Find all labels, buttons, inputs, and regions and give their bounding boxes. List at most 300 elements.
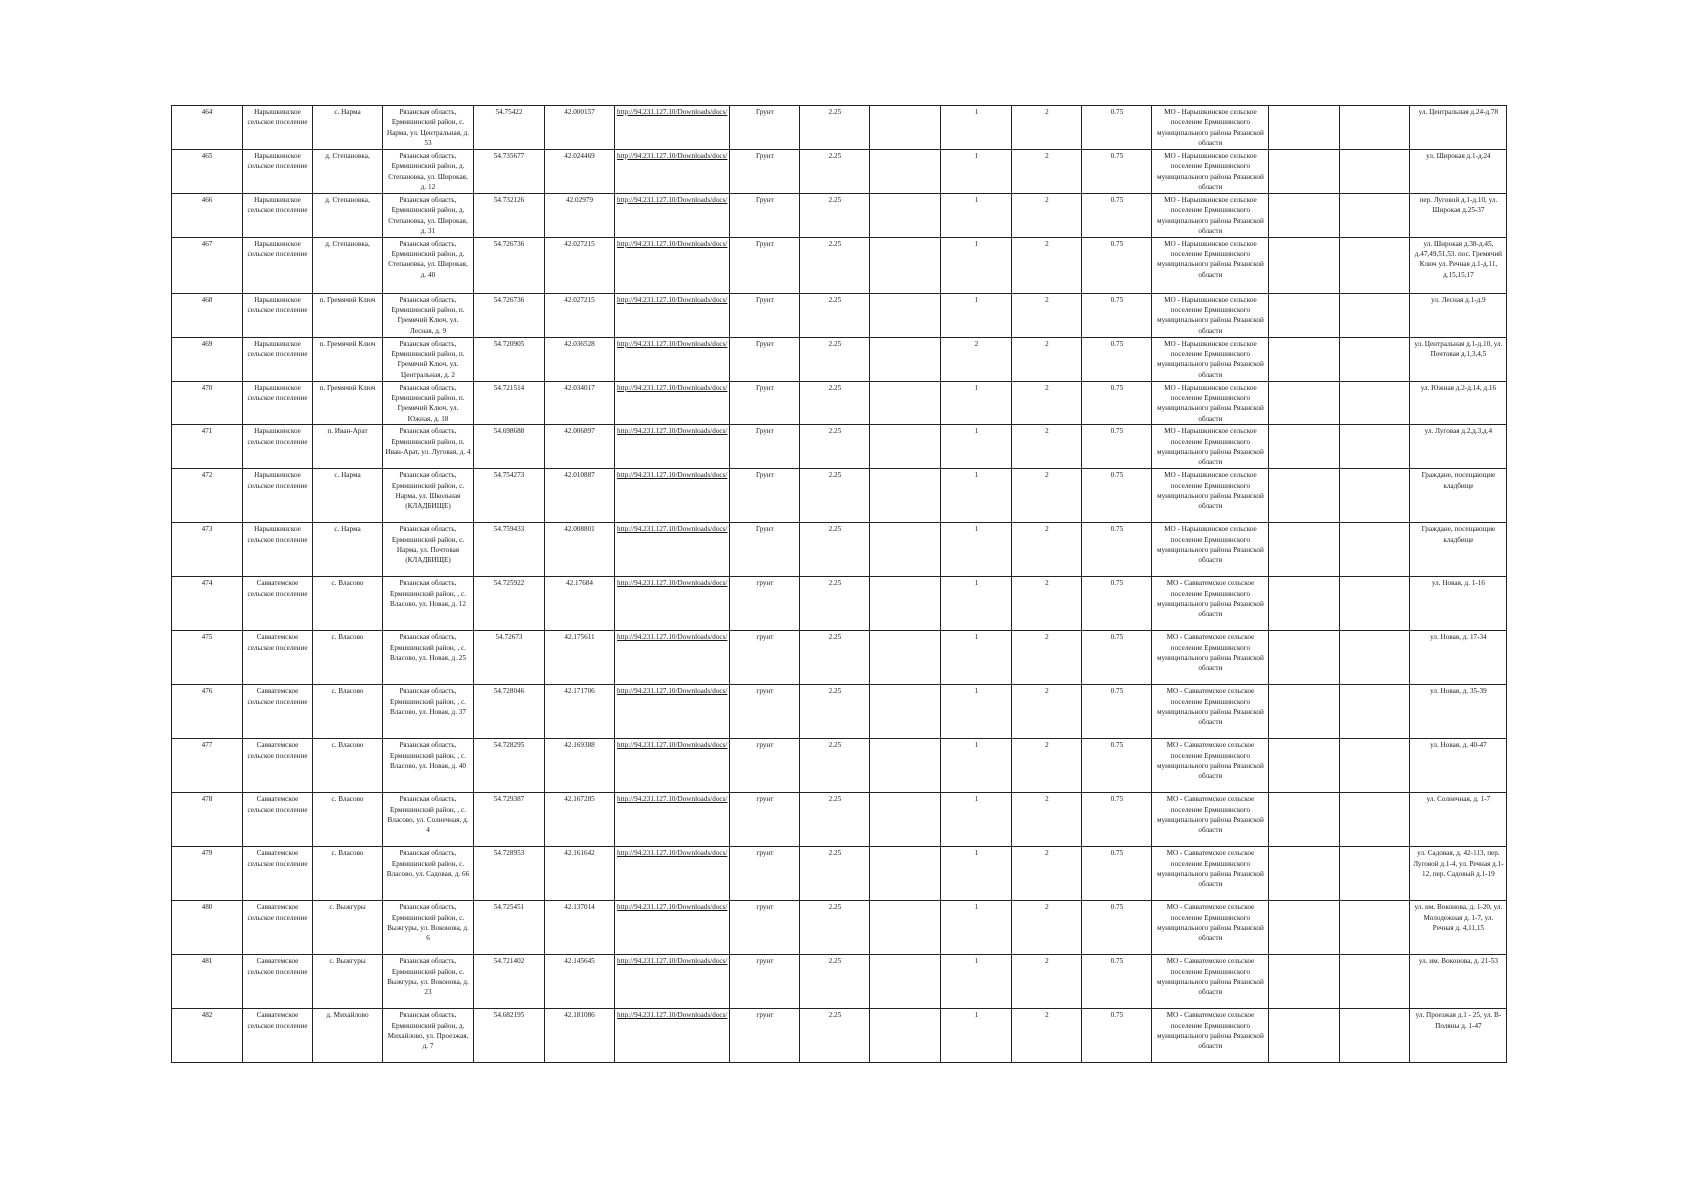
- row-number-cell: 473: [172, 523, 243, 577]
- link-cell[interactable]: http://94.231.127.10/Downloads/docs/: [615, 293, 730, 337]
- empty-cell: [870, 425, 941, 469]
- served-objects-cell: Граждане, посещающие кладбище: [1410, 523, 1507, 577]
- owner-cell: МО - Савватемское сельское поселение Ермишинского муниципального района Рязанской области: [1152, 793, 1269, 847]
- longitude-cell: 42.036528: [545, 337, 615, 381]
- settlement-cell: Савватемское сельское поселение: [243, 955, 313, 1009]
- volume-cell: 0.75: [1082, 685, 1152, 739]
- longitude-cell: 42.171706: [545, 685, 615, 739]
- address-cell: Рязанская область, Ермишинский район, , с. Власово, ул. Солнечная, д. 4: [383, 793, 474, 847]
- empty-cell: [1340, 793, 1410, 847]
- empty-cell: [1269, 847, 1340, 901]
- address-cell: Рязанская область, Ермишинский район, п. Гремячий Ключ, ул. Центральная, д. 2: [383, 337, 474, 381]
- containers-count-cell: 1: [941, 685, 1012, 739]
- row-number-cell: 471: [172, 425, 243, 469]
- address-cell: Рязанская область, Ермишинский район, с. Нарма, ул. Школьная (КЛАДБИЩЕ): [383, 469, 474, 523]
- latitude-cell: 54.72673: [474, 631, 545, 685]
- area-cell: 2.25: [800, 739, 870, 793]
- served-objects-cell: ул. Проезжая д.1 - 25, ул. В-Поляны д. 1-47: [1410, 1009, 1507, 1063]
- empty-cell: [870, 150, 941, 194]
- containers-count-cell: 1: [941, 901, 1012, 955]
- surface-cell: Грунт: [730, 425, 800, 469]
- settlement-cell: Савватемское сельское поселение: [243, 577, 313, 631]
- surface-cell: грунт: [730, 1009, 800, 1063]
- owner-cell: МО - Нарышкинское сельское поселение Ермишинского муниципального района Рязанской области: [1152, 381, 1269, 425]
- link-cell[interactable]: http://94.231.127.10/Downloads/docs/: [615, 469, 730, 523]
- address-cell: Рязанская область, Ермишинский район, , с. Власово, ул. Новая, д. 25: [383, 631, 474, 685]
- served-objects-cell: ул. Центральная д.1-д.10, ул. Почтовая д.1,3,4,5: [1410, 337, 1507, 381]
- settlement-cell: Нарышкинское сельское поселение: [243, 293, 313, 337]
- latitude-cell: 54.721402: [474, 955, 545, 1009]
- containers-planned-cell: 2: [1012, 293, 1082, 337]
- empty-cell: [870, 237, 941, 293]
- locality-cell: с. Власово: [313, 631, 383, 685]
- served-objects-cell: ул. Центральная д.24-д.78: [1410, 106, 1507, 150]
- empty-cell: [870, 523, 941, 577]
- latitude-cell: 54.728295: [474, 739, 545, 793]
- empty-cell: [1340, 901, 1410, 955]
- owner-cell: МО - Савватемское сельское поселение Ермишинского муниципального района Рязанской области: [1152, 577, 1269, 631]
- settlement-cell: Савватемское сельское поселение: [243, 793, 313, 847]
- owner-cell: МО - Савватемское сельское поселение Ермишинского муниципального района Рязанской области: [1152, 955, 1269, 1009]
- table-row: [172, 293, 1507, 337]
- row-number-cell: 481: [172, 955, 243, 1009]
- address-cell: Рязанская область, Ермишинский район, , с. Власово, ул. Новая, д. 37: [383, 685, 474, 739]
- surface-cell: Грунт: [730, 337, 800, 381]
- volume-cell: 0.75: [1082, 469, 1152, 523]
- empty-cell: [1269, 150, 1340, 194]
- settlement-cell: Нарышкинское сельское поселение: [243, 469, 313, 523]
- empty-cell: [1269, 739, 1340, 793]
- longitude-cell: 42.181086: [545, 1009, 615, 1063]
- latitude-cell: 54.720905: [474, 337, 545, 381]
- containers-planned-cell: 2: [1012, 577, 1082, 631]
- table-row: [172, 523, 1507, 577]
- empty-cell: [870, 293, 941, 337]
- locality-cell: п. Иван-Арат: [313, 425, 383, 469]
- served-objects-cell: ул. Луговая д.2,д.3,д.4: [1410, 425, 1507, 469]
- table-row: [172, 793, 1507, 847]
- row-number-cell: 472: [172, 469, 243, 523]
- containers-planned-cell: 2: [1012, 739, 1082, 793]
- latitude-cell: 54.726736: [474, 293, 545, 337]
- table-row: [172, 194, 1507, 238]
- empty-cell: [1269, 237, 1340, 293]
- empty-cell: [870, 631, 941, 685]
- longitude-cell: 42.006897: [545, 425, 615, 469]
- containers-planned-cell: 2: [1012, 194, 1082, 238]
- longitude-cell: 42.175611: [545, 631, 615, 685]
- table-row: [172, 685, 1507, 739]
- surface-cell: Грунт: [730, 150, 800, 194]
- containers-planned-cell: 2: [1012, 425, 1082, 469]
- containers-count-cell: 1: [941, 237, 1012, 293]
- empty-cell: [1340, 381, 1410, 425]
- volume-cell: 0.75: [1082, 106, 1152, 150]
- latitude-cell: 54.728953: [474, 847, 545, 901]
- row-number-cell: 467: [172, 237, 243, 293]
- containers-planned-cell: 2: [1012, 523, 1082, 577]
- link-cell[interactable]: http://94.231.127.10/Downloads/docs/: [615, 955, 730, 1009]
- area-cell: 2.25: [800, 793, 870, 847]
- owner-cell: МО - Нарышкинское сельское поселение Ермишинского муниципального района Рязанской области: [1152, 425, 1269, 469]
- empty-cell: [1340, 337, 1410, 381]
- containers-count-cell: 1: [941, 577, 1012, 631]
- longitude-cell: 42.027215: [545, 293, 615, 337]
- address-cell: Рязанская область, Ермишинский район, д. Степановка, ул. Широкая, д. 31: [383, 194, 474, 238]
- owner-cell: МО - Нарышкинское сельское поселение Ермишинского муниципального района Рязанской области: [1152, 150, 1269, 194]
- surface-cell: грунт: [730, 685, 800, 739]
- area-cell: 2.25: [800, 194, 870, 238]
- containers-count-cell: 1: [941, 955, 1012, 1009]
- locality-cell: п. Гремячий Ключ: [313, 337, 383, 381]
- surface-cell: грунт: [730, 793, 800, 847]
- empty-cell: [1340, 1009, 1410, 1063]
- containers-count-cell: 1: [941, 793, 1012, 847]
- address-cell: Рязанская область, Ермишинский район, д. Степановка, ул. Широкая, д. 40: [383, 237, 474, 293]
- longitude-cell: 42.169388: [545, 739, 615, 793]
- containers-planned-cell: 2: [1012, 150, 1082, 194]
- table-row: [172, 847, 1507, 901]
- area-cell: 2.25: [800, 955, 870, 1009]
- settlement-cell: Нарышкинское сельское поселение: [243, 106, 313, 150]
- volume-cell: 0.75: [1082, 194, 1152, 238]
- empty-cell: [1269, 685, 1340, 739]
- empty-cell: [1340, 847, 1410, 901]
- longitude-cell: 42.02979: [545, 194, 615, 238]
- settlement-cell: Савватемское сельское поселение: [243, 685, 313, 739]
- volume-cell: 0.75: [1082, 1009, 1152, 1063]
- area-cell: 2.25: [800, 523, 870, 577]
- containers-planned-cell: 2: [1012, 106, 1082, 150]
- link-cell[interactable]: http://94.231.127.10/Downloads/docs/: [615, 381, 730, 425]
- empty-cell: [870, 685, 941, 739]
- settlement-cell: Нарышкинское сельское поселение: [243, 194, 313, 238]
- address-cell: Рязанская область, Ермишинский район, , с. Власово, ул. Новая, д. 40: [383, 739, 474, 793]
- locality-cell: д. Степановка,: [313, 237, 383, 293]
- area-cell: 2.25: [800, 469, 870, 523]
- surface-cell: Грунт: [730, 381, 800, 425]
- surface-cell: грунт: [730, 901, 800, 955]
- longitude-cell: 42.034017: [545, 381, 615, 425]
- volume-cell: 0.75: [1082, 381, 1152, 425]
- containers-planned-cell: 2: [1012, 469, 1082, 523]
- row-number-cell: 468: [172, 293, 243, 337]
- settlement-cell: Нарышкинское сельское поселение: [243, 150, 313, 194]
- table-row: [172, 1009, 1507, 1063]
- row-number-cell: 482: [172, 1009, 243, 1063]
- table-row: [172, 237, 1507, 293]
- link-cell[interactable]: http://94.231.127.10/Downloads/docs/: [615, 901, 730, 955]
- locality-cell: с. Власово: [313, 847, 383, 901]
- link-cell[interactable]: http://94.231.127.10/Downloads/docs/: [615, 847, 730, 901]
- locality-cell: с. Нарма: [313, 106, 383, 150]
- volume-cell: 0.75: [1082, 425, 1152, 469]
- address-cell: Рязанская область, Ермишинский район, с. Власово, ул. Садовая, д. 66: [383, 847, 474, 901]
- link-cell[interactable]: http://94.231.127.10/Downloads/docs/: [615, 739, 730, 793]
- empty-cell: [1340, 739, 1410, 793]
- table-row: [172, 337, 1507, 381]
- empty-cell: [1269, 106, 1340, 150]
- empty-cell: [870, 381, 941, 425]
- served-objects-cell: ул. Южная д.2-д.14, д.16: [1410, 381, 1507, 425]
- longitude-cell: 42.000157: [545, 106, 615, 150]
- owner-cell: МО - Савватемское сельское поселение Ермишинского муниципального района Рязанской области: [1152, 631, 1269, 685]
- owner-cell: МО - Нарышкинское сельское поселение Ермишинского муниципального района Рязанской области: [1152, 106, 1269, 150]
- locality-cell: п. Гремячий Ключ: [313, 381, 383, 425]
- address-cell: Рязанская область, Ермишинский район, п. Иван-Арат, ул. Луговая, д. 4: [383, 425, 474, 469]
- address-cell: Рязанская область, Ермишинский район, с. Выжгуры, ул. Воконова, д. 6: [383, 901, 474, 955]
- empty-cell: [870, 337, 941, 381]
- longitude-cell: 42.17684: [545, 577, 615, 631]
- surface-cell: грунт: [730, 739, 800, 793]
- empty-cell: [870, 793, 941, 847]
- served-objects-cell: ул. Солнечная, д. 1-7: [1410, 793, 1507, 847]
- link-cell[interactable]: http://94.231.127.10/Downloads/docs/: [615, 194, 730, 238]
- area-cell: 2.25: [800, 106, 870, 150]
- served-objects-cell: пер. Луговой д.1-д.10, ул. Широкая д.25-37: [1410, 194, 1507, 238]
- table-row: [172, 631, 1507, 685]
- served-objects-cell: ул. Новая, д. 40-47: [1410, 739, 1507, 793]
- settlement-cell: Нарышкинское сельское поселение: [243, 523, 313, 577]
- owner-cell: МО - Нарышкинское сельское поселение Ермишинского муниципального района Рязанской области: [1152, 469, 1269, 523]
- served-objects-cell: ул. Новая, д. 17-34: [1410, 631, 1507, 685]
- link-cell[interactable]: http://94.231.127.10/Downloads/docs/: [615, 631, 730, 685]
- served-objects-cell: ул. Лесная д.1-д.9: [1410, 293, 1507, 337]
- locality-cell: с. Выжгуры: [313, 955, 383, 1009]
- link-cell[interactable]: http://94.231.127.10/Downloads/docs/: [615, 793, 730, 847]
- link-cell[interactable]: http://94.231.127.10/Downloads/docs/: [615, 523, 730, 577]
- latitude-cell: 54.725451: [474, 901, 545, 955]
- row-number-cell: 469: [172, 337, 243, 381]
- volume-cell: 0.75: [1082, 150, 1152, 194]
- containers-planned-cell: 2: [1012, 381, 1082, 425]
- longitude-cell: 42.161642: [545, 847, 615, 901]
- row-number-cell: 474: [172, 577, 243, 631]
- locality-cell: д. Степановка,: [313, 194, 383, 238]
- served-objects-cell: Граждане, посещающие кладбище: [1410, 469, 1507, 523]
- empty-cell: [870, 739, 941, 793]
- longitude-cell: 42.167285: [545, 793, 615, 847]
- link-cell[interactable]: http://94.231.127.10/Downloads/docs/: [615, 685, 730, 739]
- table-row: [172, 425, 1507, 469]
- surface-cell: Грунт: [730, 237, 800, 293]
- area-cell: 2.25: [800, 847, 870, 901]
- empty-cell: [1340, 293, 1410, 337]
- empty-cell: [870, 901, 941, 955]
- owner-cell: МО - Нарышкинское сельское поселение Ермишинского муниципального района Рязанской области: [1152, 337, 1269, 381]
- served-objects-cell: ул. Широкая д.1-д.24: [1410, 150, 1507, 194]
- containers-planned-cell: 2: [1012, 847, 1082, 901]
- locality-cell: с. Нарма: [313, 469, 383, 523]
- owner-cell: МО - Нарышкинское сельское поселение Ермишинского муниципального района Рязанской области: [1152, 237, 1269, 293]
- area-cell: 2.25: [800, 425, 870, 469]
- empty-cell: [1269, 425, 1340, 469]
- settlement-cell: Нарышкинское сельское поселение: [243, 337, 313, 381]
- area-cell: 2.25: [800, 1009, 870, 1063]
- owner-cell: МО - Нарышкинское сельское поселение Ермишинского муниципального района Рязанской области: [1152, 194, 1269, 238]
- table-row: [172, 381, 1507, 425]
- settlement-cell: Нарышкинское сельское поселение: [243, 237, 313, 293]
- volume-cell: 0.75: [1082, 847, 1152, 901]
- owner-cell: МО - Нарышкинское сельское поселение Ермишинского муниципального района Рязанской области: [1152, 293, 1269, 337]
- row-number-cell: 464: [172, 106, 243, 150]
- empty-cell: [1269, 955, 1340, 1009]
- link-cell[interactable]: http://94.231.127.10/Downloads/docs/: [615, 1009, 730, 1063]
- containers-count-cell: 1: [941, 847, 1012, 901]
- surface-cell: грунт: [730, 577, 800, 631]
- area-cell: 2.25: [800, 901, 870, 955]
- longitude-cell: 42.027215: [545, 237, 615, 293]
- owner-cell: МО - Савватемское сельское поселение Ермишинского муниципального района Рязанской области: [1152, 685, 1269, 739]
- row-number-cell: 480: [172, 901, 243, 955]
- area-cell: 2.25: [800, 685, 870, 739]
- containers-count-cell: 1: [941, 150, 1012, 194]
- empty-cell: [1340, 194, 1410, 238]
- empty-cell: [870, 955, 941, 1009]
- owner-cell: МО - Савватемское сельское поселение Ермишинского муниципального района Рязанской области: [1152, 739, 1269, 793]
- containers-count-cell: 1: [941, 194, 1012, 238]
- locality-cell: д. Степановка,: [313, 150, 383, 194]
- empty-cell: [1340, 469, 1410, 523]
- row-number-cell: 466: [172, 194, 243, 238]
- containers-count-cell: 1: [941, 293, 1012, 337]
- link-cell[interactable]: http://94.231.127.10/Downloads/docs/: [615, 577, 730, 631]
- settlement-cell: Савватемское сельское поселение: [243, 631, 313, 685]
- table-row: [172, 739, 1507, 793]
- address-cell: Рязанская область, Ермишинский район, д. Степановка, ул. Широкая, д. 12: [383, 150, 474, 194]
- containers-count-cell: 1: [941, 523, 1012, 577]
- row-number-cell: 465: [172, 150, 243, 194]
- empty-cell: [1340, 631, 1410, 685]
- longitude-cell: 42.137014: [545, 901, 615, 955]
- containers-planned-cell: 2: [1012, 237, 1082, 293]
- surface-cell: Грунт: [730, 106, 800, 150]
- table-row: [172, 106, 1507, 150]
- containers-count-cell: 1: [941, 469, 1012, 523]
- served-objects-cell: ул. Широкая д.38-д.45, д.47,49,51,53. пос. Гремячий Ключ ул. Речная д.1-д.11, д.15,15,17: [1410, 237, 1507, 293]
- served-objects-cell: ул. им. Воконова, д. 21-53: [1410, 955, 1507, 1009]
- settlement-cell: Нарышкинское сельское поселение: [243, 425, 313, 469]
- address-cell: Рязанская область, Ермишинский район, с. Нарма, ул. Почтовая (КЛАДБИЩЕ): [383, 523, 474, 577]
- containers-count-cell: 1: [941, 106, 1012, 150]
- row-number-cell: 475: [172, 631, 243, 685]
- link-cell[interactable]: http://94.231.127.10/Downloads/docs/: [615, 150, 730, 194]
- link-cell[interactable]: http://94.231.127.10/Downloads/docs/: [615, 237, 730, 293]
- locality-cell: с. Выжгуры: [313, 901, 383, 955]
- table-row: [172, 577, 1507, 631]
- empty-cell: [1269, 523, 1340, 577]
- longitude-cell: 42.145645: [545, 955, 615, 1009]
- latitude-cell: 54.698688: [474, 425, 545, 469]
- empty-cell: [870, 469, 941, 523]
- locality-cell: с. Власово: [313, 739, 383, 793]
- latitude-cell: 54.725922: [474, 577, 545, 631]
- volume-cell: 0.75: [1082, 739, 1152, 793]
- containers-planned-cell: 2: [1012, 793, 1082, 847]
- volume-cell: 0.75: [1082, 293, 1152, 337]
- data-table: [171, 105, 1507, 1063]
- empty-cell: [870, 194, 941, 238]
- empty-cell: [1269, 901, 1340, 955]
- latitude-cell: 54.729387: [474, 793, 545, 847]
- served-objects-cell: ул. Новая, д. 35-39: [1410, 685, 1507, 739]
- locality-cell: с. Власово: [313, 577, 383, 631]
- link-cell[interactable]: http://94.231.127.10/Downloads/docs/: [615, 106, 730, 150]
- row-number-cell: 470: [172, 381, 243, 425]
- empty-cell: [1340, 237, 1410, 293]
- area-cell: 2.25: [800, 237, 870, 293]
- empty-cell: [1269, 631, 1340, 685]
- empty-cell: [1269, 381, 1340, 425]
- containers-count-cell: 1: [941, 739, 1012, 793]
- volume-cell: 0.75: [1082, 237, 1152, 293]
- latitude-cell: 54.682195: [474, 1009, 545, 1063]
- containers-count-cell: 1: [941, 381, 1012, 425]
- empty-cell: [1269, 793, 1340, 847]
- empty-cell: [1340, 150, 1410, 194]
- address-cell: Рязанская область, Ермишинский район, п. Гремячий Ключ, ул. Лесная, д. 9: [383, 293, 474, 337]
- containers-planned-cell: 2: [1012, 1009, 1082, 1063]
- locality-cell: с. Власово: [313, 685, 383, 739]
- address-cell: Рязанская область, Ермишинский район, , с. Власово, ул. Новая, д. 12: [383, 577, 474, 631]
- surface-cell: Грунт: [730, 293, 800, 337]
- row-number-cell: 479: [172, 847, 243, 901]
- table-row: [172, 901, 1507, 955]
- owner-cell: МО - Савватемское сельское поселение Ермишинского муниципального района Рязанской области: [1152, 847, 1269, 901]
- settlement-cell: Савватемское сельское поселение: [243, 847, 313, 901]
- volume-cell: 0.75: [1082, 337, 1152, 381]
- area-cell: 2.25: [800, 293, 870, 337]
- latitude-cell: 54.721514: [474, 381, 545, 425]
- containers-planned-cell: 2: [1012, 631, 1082, 685]
- empty-cell: [1269, 1009, 1340, 1063]
- row-number-cell: 476: [172, 685, 243, 739]
- area-cell: 2.25: [800, 337, 870, 381]
- empty-cell: [1269, 577, 1340, 631]
- latitude-cell: 54.75422: [474, 106, 545, 150]
- address-cell: Рязанская область, Ермишинский район, п. Гремячий Ключ, ул. Южная, д. 18: [383, 381, 474, 425]
- link-cell[interactable]: http://94.231.127.10/Downloads/docs/: [615, 425, 730, 469]
- surface-cell: Грунт: [730, 194, 800, 238]
- empty-cell: [870, 847, 941, 901]
- table-row: [172, 469, 1507, 523]
- volume-cell: 0.75: [1082, 523, 1152, 577]
- latitude-cell: 54.759433: [474, 523, 545, 577]
- area-cell: 2.25: [800, 577, 870, 631]
- volume-cell: 0.75: [1082, 901, 1152, 955]
- empty-cell: [1340, 106, 1410, 150]
- locality-cell: с. Власово: [313, 793, 383, 847]
- empty-cell: [1340, 955, 1410, 1009]
- empty-cell: [1340, 577, 1410, 631]
- containers-planned-cell: 2: [1012, 337, 1082, 381]
- owner-cell: МО - Нарышкинское сельское поселение Ермишинского муниципального района Рязанской области: [1152, 523, 1269, 577]
- settlement-cell: Савватемское сельское поселение: [243, 739, 313, 793]
- link-cell[interactable]: http://94.231.127.10/Downloads/docs/: [615, 337, 730, 381]
- surface-cell: грунт: [730, 847, 800, 901]
- locality-cell: с. Нарма: [313, 523, 383, 577]
- area-cell: 2.25: [800, 631, 870, 685]
- surface-cell: Грунт: [730, 469, 800, 523]
- empty-cell: [1269, 469, 1340, 523]
- containers-planned-cell: 2: [1012, 901, 1082, 955]
- longitude-cell: 42.024469: [545, 150, 615, 194]
- latitude-cell: 54.728046: [474, 685, 545, 739]
- settlement-cell: Нарышкинское сельское поселение: [243, 381, 313, 425]
- address-cell: Рязанская область, Ермишинский район, с. Выжгуры, ул. Воконова, д. 23: [383, 955, 474, 1009]
- empty-cell: [1269, 293, 1340, 337]
- empty-cell: [870, 106, 941, 150]
